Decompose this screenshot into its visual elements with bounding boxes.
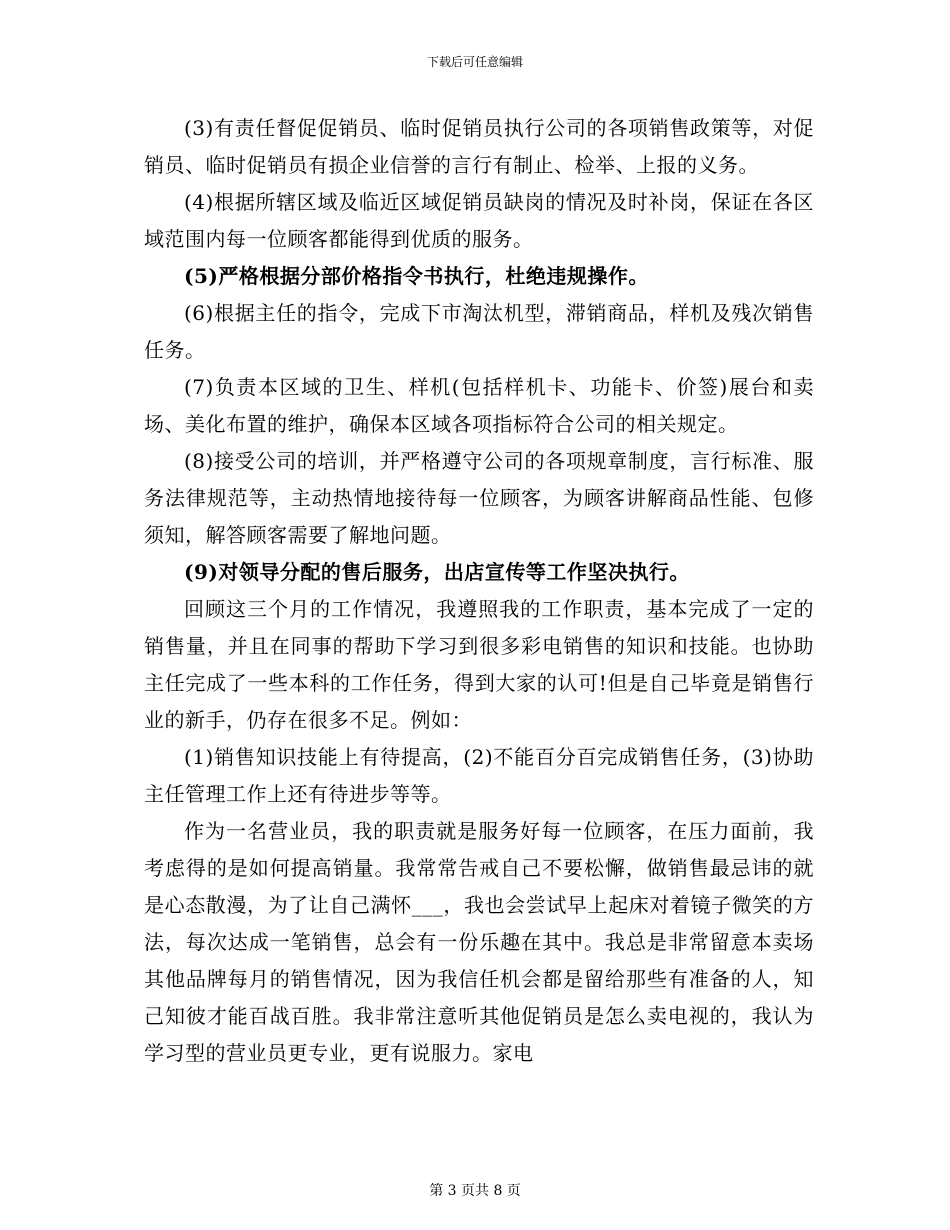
paragraph-3: (3)有责任督促促销员、临时促销员执行公司的各项销售政策等，对促销员、临时促销员有损企业信誉的言行有制止、检举、上报的义务。 — [144, 116, 814, 177]
paragraph-6: (6)根据主任的指令，完成下市淘汰机型，滞销商品，样机及残次销售任务。 — [144, 301, 814, 362]
document-body — [144, 110, 814, 1072]
paragraph-review: 回顾这三个月的工作情况，我遵照我的工作职责，基本完成了一定的销售量，并且在同事的帮助下学习到很多彩电销售的知识和技能。也协助主任完成了一些本科的工作任务，得到大家的认可!但是自己毕竟是销售行业的新手，仍存在很多不足。例如： — [144, 597, 814, 732]
paragraph-4: (4)根据所辖区域及临近区域促销员缺岗的情况及时补岗，保证在各区域范围内每一位顾客都能得到优质的服务。 — [144, 190, 814, 251]
paragraph-8: (8)接受公司的培训，并严格遵守公司的各项规章制度，言行标准、服务法律规范等，主动热情地接待每一位顾客，为顾客讲解商品性能、包修须知，解答顾客需要了解地问题。 — [144, 449, 814, 547]
page-footer: 第 3 页共 8 页 — [429, 1183, 521, 1199]
paragraph-shortcomings: (1)销售知识技能上有待提高，(2)不能百分百完成销售任务，(3)协助主任管理工作上还有待进步等等。 — [144, 745, 814, 806]
paragraph-7: (7)负责本区域的卫生、样机(包括样机卡、功能卡、价签)展台和卖场、美化布置的维护，确保本区域各项指标符合公司的相关规定。 — [144, 375, 814, 436]
page-header: 下载后可任意编辑 — [426, 55, 523, 69]
paragraph-9: (9)对领导分配的售后服务，出店宣传等工作坚决执行。 — [184, 560, 690, 584]
paragraph-5: (5)严格根据分部价格指令书执行，杜绝违规操作。 — [184, 264, 649, 288]
paragraph-duties: 作为一名营业员，我的职责就是服务好每一位顾客，在压力面前，我考虑得的是如何提高销量。我常常告戒自己不要松懈，做销售最忌讳的就是心态散漫，为了让自己满怀___，我也会尝试早上起床对着镜子微笑的方法，每次达成一笔销售，总会有一份乐趣在其中。我总是非常留意本卖场其他品牌每月的销售情况，因为我信任机会都是留给那些有准备的人，知己知彼才能百战百胜。我非常注意听其他促销员是怎么卖电视的，我认为学习型的营业员更专业，更有说服力。家电 — [144, 819, 814, 1065]
